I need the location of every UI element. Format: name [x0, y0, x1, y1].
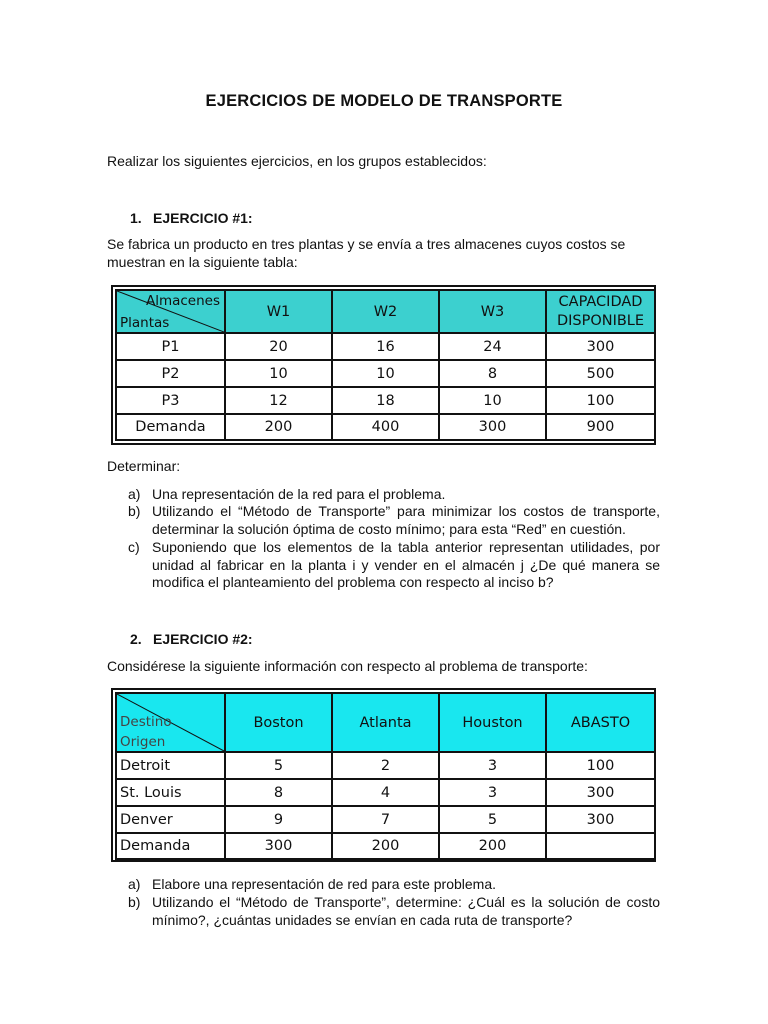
ex2-heading-number: 2.: [130, 631, 142, 647]
table-cell: 300: [546, 806, 655, 833]
ex1-description: Se fabrica un producto en tres plantas y se envía a tres almacenes cuyos costos se muestran en la siguiente tabla:: [107, 236, 626, 270]
list-marker: b): [128, 503, 141, 519]
intro-text: Realizar los siguientes ejercicios, en los grupos establecidos:: [107, 153, 487, 169]
table-row: [116, 387, 655, 414]
list-marker: a): [128, 486, 141, 502]
ex2-corner-bottom-label: Origen: [120, 734, 166, 750]
table-cell: 8: [225, 779, 332, 806]
ex1-corner-top-label: Almacenes: [145, 293, 220, 309]
table-cell: 3: [439, 752, 546, 779]
table-row: [116, 806, 655, 833]
document-title: EJERCICIOS DE MODELO DE TRANSPORTE: [205, 92, 563, 110]
table-cell: 500: [546, 360, 655, 387]
row-label: St. Louis: [116, 779, 225, 806]
table-cell: 200: [332, 833, 439, 859]
row-label: P1: [116, 333, 225, 360]
ex1-heading: EJERCICIO #1:: [153, 210, 253, 226]
ex1-header-capacity: [546, 290, 655, 333]
table-cell: 5: [225, 752, 332, 779]
table-cell: 400: [332, 414, 439, 440]
ex2-table: [115, 692, 656, 860]
table-cell: 300: [546, 779, 655, 806]
ex1-header-row: [116, 290, 655, 333]
row-label: Demanda: [116, 833, 225, 859]
ex2-heading: EJERCICIO #2:: [153, 631, 253, 647]
ex1-capacity-line2: DISPONIBLE: [556, 312, 645, 329]
table-cell: 10: [332, 360, 439, 387]
ex2-corner-cell: [116, 693, 225, 752]
table-cell: 7: [332, 806, 439, 833]
row-label: P2: [116, 360, 225, 387]
ex2-header-abasto: ABASTO: [546, 693, 655, 752]
row-label: Demanda: [116, 414, 225, 440]
table-row: [116, 779, 655, 806]
ex1-header-w2: W2: [332, 290, 439, 333]
table-row: [116, 333, 655, 360]
table-row: [116, 752, 655, 779]
table-cell: 12: [225, 387, 332, 414]
table-cell: 200: [439, 833, 546, 859]
ex2-header-row: [116, 693, 655, 752]
ex1-determine-label: Determinar:: [107, 458, 181, 474]
list-marker: b): [128, 894, 141, 910]
ex1-corner-cell: [116, 290, 225, 333]
table-cell: 18: [332, 387, 439, 414]
ex1-header-w3: W3: [439, 290, 546, 333]
table-cell: 16: [332, 333, 439, 360]
table-cell: 300: [439, 414, 546, 440]
table-row: [116, 833, 655, 859]
list-text: Utilizando el “Método de Transporte”, determine: ¿Cuál es la solución de costo mínimo?, ¿cuántas unidades se envían en cada ruta de transporte?: [152, 894, 660, 928]
table-cell: 10: [225, 360, 332, 387]
ex2-header-houston: Houston: [439, 693, 546, 752]
ex1-capacity-line1: CAPACIDAD: [558, 293, 643, 310]
table-cell: 8: [439, 360, 546, 387]
list-text: Suponiendo que los elementos de la tabla anterior representan utilidades, por unidad al fabricar en la planta i y vender en el almacén j ¿De qué manera se modifica el planteamiento del problema con respecto al inciso b?: [152, 539, 660, 590]
table-cell: 3: [439, 779, 546, 806]
ex1-heading-number: 1.: [130, 210, 142, 226]
list-text: Elabore una representación de red para este problema.: [152, 876, 496, 892]
table-cell: 10: [439, 387, 546, 414]
ex2-header-boston: Boston: [225, 693, 332, 752]
table-cell: [546, 833, 655, 859]
table-cell: 2: [332, 752, 439, 779]
list-text: Una representación de la red para el problema.: [152, 486, 446, 502]
table-cell: 100: [546, 387, 655, 414]
ex2-header-atlanta: Atlanta: [332, 693, 439, 752]
row-label: P3: [116, 387, 225, 414]
table-cell: 300: [225, 833, 332, 859]
ex1-header-w1: W1: [225, 290, 332, 333]
table-cell: 100: [546, 752, 655, 779]
table-cell: 4: [332, 779, 439, 806]
table-cell: 900: [546, 414, 655, 440]
table-row: [116, 360, 655, 387]
table-row: [116, 414, 655, 440]
row-label: Detroit: [116, 752, 225, 779]
row-label: Denver: [116, 806, 225, 833]
ex1-corner-bottom-label: Plantas: [120, 315, 170, 331]
table-cell: 200: [225, 414, 332, 440]
table-cell: 5: [439, 806, 546, 833]
ex2-description: Considérese la siguiente información con respecto al problema de transporte:: [107, 658, 588, 674]
list-marker: c): [128, 539, 140, 555]
list-text: Utilizando el “Método de Transporte” para minimizar los costos de transporte, determinar la solución óptima de costo mínimo; para esta “Red” en cuestión.: [152, 503, 660, 537]
table-cell: 24: [439, 333, 546, 360]
list-marker: a): [128, 876, 141, 892]
table-cell: 9: [225, 806, 332, 833]
table-cell: 300: [546, 333, 655, 360]
table-cell: 20: [225, 333, 332, 360]
ex2-corner-top-label: Destino: [120, 714, 172, 730]
ex1-table: [115, 289, 656, 441]
